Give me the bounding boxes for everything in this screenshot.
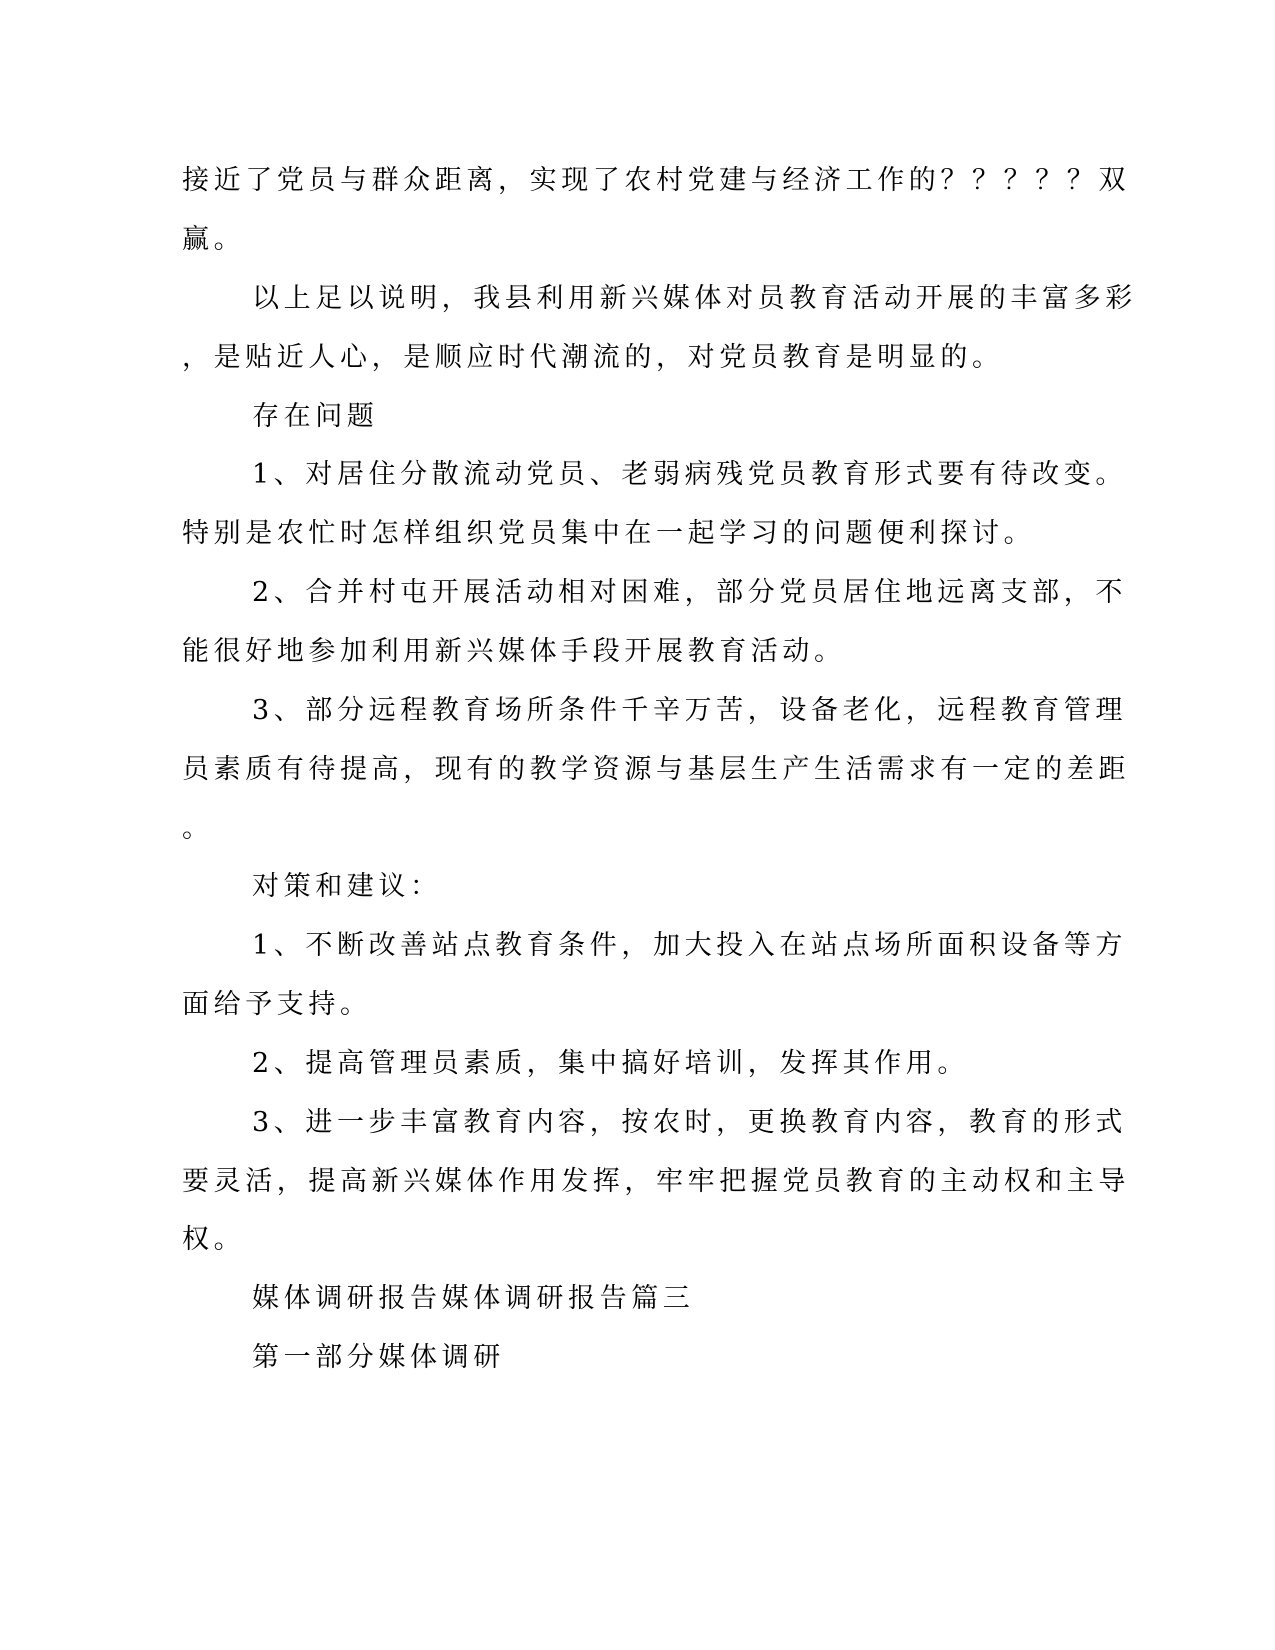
text-line: ，是贴近人心，是顺应时代潮流的，对党员教育是明显的。 <box>182 342 1004 373</box>
text-line: 特别是农忙时怎样组织党员集中在一起学习的问题便利探讨。 <box>182 518 1036 549</box>
text-line: 1、对居住分散流动党员、老弱病残党员教育形式要有待改变。 <box>252 459 1127 490</box>
text-line: 2、合并村屯开展活动相对困难，部分党员居住地远离支部，不 <box>252 577 1127 608</box>
section-heading: 第一部分媒体调研 <box>252 1342 505 1373</box>
text-line: 。 <box>182 813 214 844</box>
text-line: 3、部分远程教育场所条件千辛万苦，设备老化，远程教育管理 <box>252 695 1127 726</box>
text-line: 能很好地参加利用新兴媒体手段开展教育活动。 <box>182 636 846 667</box>
text-line: 1、不断改善站点教育条件，加大投入在站点场所面积设备等方 <box>252 930 1127 961</box>
text-line: 2、提高管理员素质，集中搞好培训，发挥其作用。 <box>252 1048 969 1079</box>
text-line: 要灵活，提高新兴媒体作用发挥，牢牢把握党员教育的主动权和主导 <box>182 1166 1130 1197</box>
text-line: 以上足以说明，我县利用新兴媒体对员教育活动开展的丰富多彩 <box>252 283 1137 314</box>
text-line: 员素质有待提高，现有的教学资源与基层生产生活需求有一定的差距 <box>182 754 1130 785</box>
section-heading: 对策和建议： <box>252 871 442 902</box>
text-line: 3、进一步丰富教育内容，按农时，更换教育内容，教育的形式 <box>252 1107 1127 1138</box>
text-line: 赢。 <box>182 224 246 255</box>
section-heading: 媒体调研报告媒体调研报告篇三 <box>252 1283 695 1314</box>
section-heading: 存在问题 <box>252 401 379 432</box>
text-line: 接近了党员与群众距离，实现了农村党建与经济工作的？？？？？双 <box>182 165 1130 196</box>
text-line: 面给予支持。 <box>182 989 372 1020</box>
text-line: 权。 <box>182 1224 246 1255</box>
